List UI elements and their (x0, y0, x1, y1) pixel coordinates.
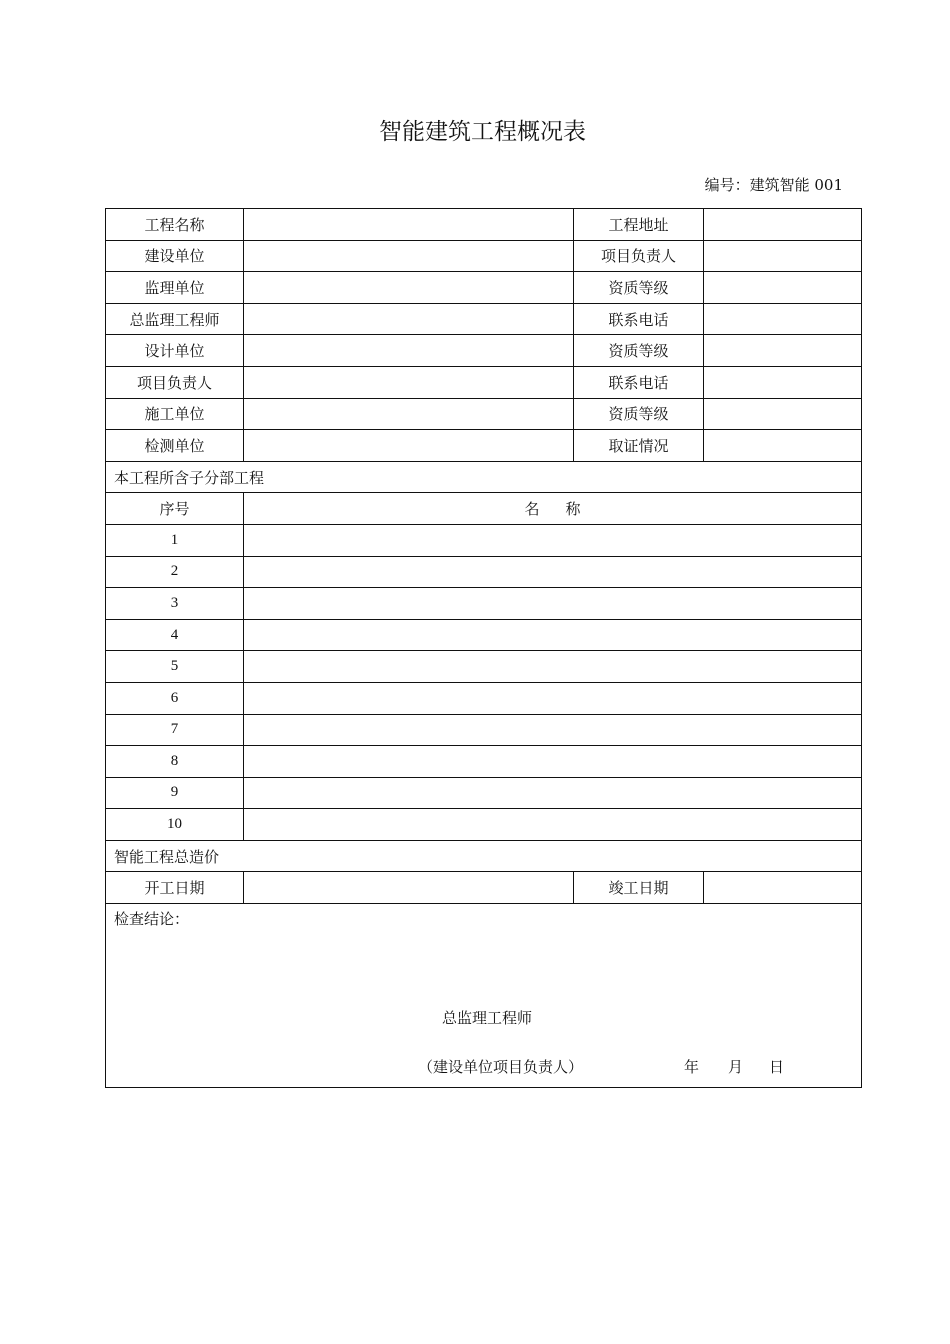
sub-project-name-field[interactable] (244, 588, 862, 620)
info-value-field[interactable] (704, 430, 862, 462)
info-value-field[interactable] (244, 335, 574, 367)
info-label: 联系电话 (574, 366, 704, 398)
total-cost-row (106, 840, 862, 872)
info-row (106, 240, 862, 272)
seq-number: 1 (106, 524, 244, 556)
table-row (106, 777, 862, 809)
info-value-field[interactable] (704, 209, 862, 241)
table-row (106, 746, 862, 778)
info-label: 建设单位 (106, 240, 244, 272)
conclusion-area[interactable] (106, 904, 862, 1088)
info-label: 检测单位 (106, 430, 244, 462)
dates-row (106, 872, 862, 904)
sub-section-row (106, 461, 862, 493)
seq-number: 10 (106, 809, 244, 841)
table-row (106, 651, 862, 683)
info-label: 项目负责人 (106, 366, 244, 398)
info-value-field[interactable] (704, 398, 862, 430)
table-row (106, 524, 862, 556)
sub-section-label: 本工程所含子分部工程 (106, 461, 862, 493)
seq-number: 7 (106, 714, 244, 746)
info-label: 施工单位 (106, 398, 244, 430)
conclusion-label: 检查结论： (114, 910, 190, 929)
start-date-label: 开工日期 (106, 872, 244, 904)
signature-date-line (418, 1056, 785, 1077)
document-number: 编号：建筑智能 001 (704, 176, 843, 194)
start-date-field[interactable] (244, 872, 574, 904)
info-row (106, 366, 862, 398)
seq-header: 序号 (106, 493, 244, 525)
info-label: 项目负责人 (574, 240, 704, 272)
name-header (244, 493, 862, 525)
seq-number: 6 (106, 682, 244, 714)
info-label: 联系电话 (574, 303, 704, 335)
seq-number: 9 (106, 777, 244, 809)
info-label: 监理单位 (106, 272, 244, 304)
info-label: 资质等级 (574, 335, 704, 367)
year-label: 年 (684, 1058, 700, 1077)
completion-date-field[interactable] (704, 872, 862, 904)
total-cost-label: 智能工程总造价 (106, 840, 862, 872)
seq-number: 4 (106, 619, 244, 651)
info-row (106, 335, 862, 367)
name-header-char: 名 (524, 500, 540, 519)
info-row (106, 398, 862, 430)
info-value-field[interactable] (704, 303, 862, 335)
sub-project-name-field[interactable] (244, 714, 862, 746)
info-row (106, 303, 862, 335)
sub-project-name-field[interactable] (244, 809, 862, 841)
table-row (106, 619, 862, 651)
info-value-field[interactable] (244, 366, 574, 398)
sub-project-name-field[interactable] (244, 556, 862, 588)
sub-project-name-field[interactable] (244, 682, 862, 714)
info-row (106, 272, 862, 304)
sub-table-header-row (106, 493, 862, 525)
info-row (106, 209, 862, 241)
conclusion-row (106, 904, 862, 1088)
info-value-field[interactable] (704, 240, 862, 272)
seq-number: 3 (106, 588, 244, 620)
info-value-field[interactable] (244, 303, 574, 335)
table-row (106, 556, 862, 588)
info-value-field[interactable] (244, 209, 574, 241)
info-value-field[interactable] (244, 430, 574, 462)
sub-project-name-field[interactable] (244, 524, 862, 556)
sub-project-name-field[interactable] (244, 619, 862, 651)
info-label: 工程名称 (106, 209, 244, 241)
name-header-char: 称 (565, 500, 581, 519)
chief-supervisor-label: 总监理工程师 (442, 1009, 533, 1028)
construction-unit-leader-label: （建设单位项目负责人） (418, 1058, 584, 1077)
seq-number: 8 (106, 746, 244, 778)
info-value-field[interactable] (704, 335, 862, 367)
month-label: 月 (728, 1058, 744, 1077)
sub-project-name-field[interactable] (244, 651, 862, 683)
sub-project-name-field[interactable] (244, 746, 862, 778)
info-label: 取证情况 (574, 430, 704, 462)
info-value-field[interactable] (244, 398, 574, 430)
table-row (106, 714, 862, 746)
table-row (106, 682, 862, 714)
info-value-field[interactable] (244, 240, 574, 272)
info-value-field[interactable] (704, 272, 862, 304)
info-row (106, 430, 862, 462)
sub-project-name-field[interactable] (244, 777, 862, 809)
day-label: 日 (769, 1058, 785, 1077)
info-label: 工程地址 (574, 209, 704, 241)
info-label: 资质等级 (574, 398, 704, 430)
info-value-field[interactable] (244, 272, 574, 304)
table-row (106, 588, 862, 620)
seq-number: 5 (106, 651, 244, 683)
project-overview-table (105, 208, 862, 1088)
completion-date-label: 竣工日期 (574, 872, 704, 904)
info-value-field[interactable] (704, 366, 862, 398)
page-title: 智能建筑工程概况表 (379, 119, 586, 145)
info-label: 资质等级 (574, 272, 704, 304)
table-row (106, 809, 862, 841)
info-label: 总监理工程师 (106, 303, 244, 335)
info-label: 设计单位 (106, 335, 244, 367)
seq-number: 2 (106, 556, 244, 588)
